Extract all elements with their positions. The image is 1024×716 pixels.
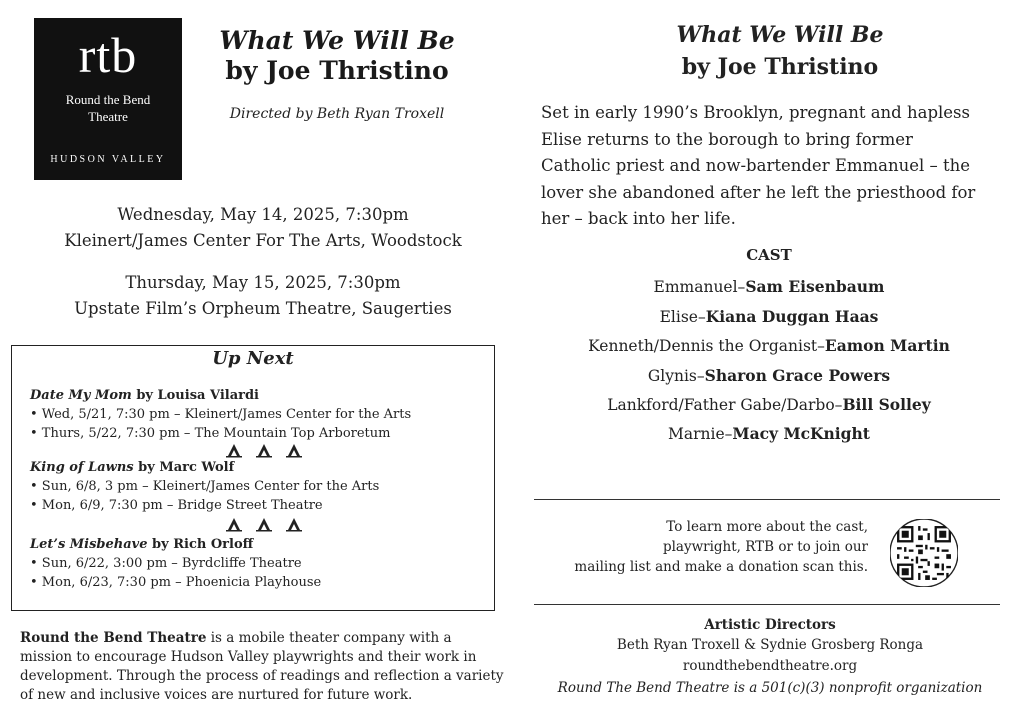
cast-row	[540, 395, 998, 414]
divider-line	[534, 499, 1000, 500]
cast-row	[540, 366, 998, 385]
play-author: by Joe Thristino	[225, 56, 449, 85]
cast-row	[540, 424, 998, 443]
divider-line	[534, 604, 1000, 605]
up-next-box	[11, 345, 495, 611]
cast-role: Marnie–	[668, 425, 733, 443]
rtb-logo	[34, 18, 182, 180]
company-name: Round the Bend Theatre	[20, 630, 207, 646]
ornament-divider-icon	[226, 518, 302, 532]
performance-venue: Kleinert/James Center For The Arts, Woodstock	[64, 231, 462, 250]
performance-2	[20, 270, 506, 322]
show-title: Date My Mom	[30, 388, 132, 403]
cast-role: Kenneth/Dennis the Organist–	[588, 337, 825, 355]
logo-letters: rtb	[78, 27, 138, 83]
artistic-directors-names: Beth Ryan Troxell & Sydnie Grosberg Ronga	[616, 637, 924, 653]
show-title-line	[30, 458, 486, 477]
ornament-divider-icon	[226, 444, 302, 458]
artistic-directors-heading: Artistic Directors	[704, 617, 836, 633]
cast-row	[540, 336, 998, 355]
cast-actor: Sam Eisenbaum	[745, 277, 885, 296]
show-date: • Sun, 6/22, 3:00 pm – Byrdcliffe Theatre	[30, 556, 302, 571]
synopsis: Set in early 1990’s Brooklyn, pregnant and hapless Elise returns to the borough to bring former Catholic priest and now-bartender Emmanuel – the lover she abandoned after he left the priesthood for her – back into her life.	[541, 103, 976, 228]
logo-name-line2: Theatre	[88, 109, 128, 124]
show-author: by Rich Orloff	[147, 537, 254, 552]
about-paragraph	[20, 629, 506, 705]
learn-more-line: mailing list and make a donation scan this.	[574, 559, 868, 575]
cast-role: Emmanuel–	[653, 278, 746, 296]
show-date: • Thurs, 5/22, 7:30 pm – The Mountain Top Arboretum	[30, 426, 391, 441]
performance-1	[20, 202, 506, 254]
play-title-right: What We Will Be	[676, 22, 884, 48]
cast-actor: Kiana Duggan Haas	[705, 307, 879, 326]
cast-actor: Sharon Grace Powers	[704, 366, 891, 385]
show-title-line	[30, 386, 486, 405]
qr-code-icon[interactable]	[890, 519, 958, 587]
logo-name-line1: Round the Bend	[65, 92, 151, 107]
cast-role: Elise–	[659, 308, 706, 326]
performance-date: Thursday, May 15, 2025, 7:30pm	[125, 273, 401, 292]
up-next-heading: Up Next	[212, 348, 294, 369]
cast-role: Glynis–	[647, 367, 705, 385]
cast-heading: CAST	[746, 246, 792, 264]
show-title: King of Lawns	[30, 460, 134, 475]
nonprofit-statement: Round The Bend Theatre is a 501(c)(3) nonprofit organization	[557, 680, 983, 696]
cast-actor: Eamon Martin	[824, 336, 950, 355]
show-author: by Marc Wolf	[133, 460, 235, 475]
performance-date: Wednesday, May 14, 2025, 7:30pm	[117, 205, 409, 224]
cast-row	[540, 307, 998, 326]
learn-more-line: playwright, RTB or to join our	[662, 539, 868, 555]
learn-more-line: To learn more about the cast,	[666, 519, 868, 535]
show-date: • Mon, 6/9, 7:30 pm – Bridge Street Theatre	[30, 498, 323, 513]
about-text: is a mobile theater company with a mission to encourage Hudson Valley playwrights and their work in development. Through the process of readings and reflection a variety of new and inclusive voices are nurtured for future work.	[20, 630, 504, 703]
show-title-line	[30, 535, 486, 554]
show-date: • Mon, 6/23, 7:30 pm – Phoenicia Playhouse	[30, 575, 322, 590]
show-date: • Sun, 6/8, 3 pm – Kleinert/James Center for the Arts	[30, 479, 380, 494]
learn-more-text	[540, 517, 868, 577]
show-date: • Wed, 5/21, 7:30 pm – Kleinert/James Center for the Arts	[30, 407, 412, 422]
performance-venue: Upstate Film’s Orpheum Theatre, Saugerties	[74, 299, 452, 318]
show-title: Let’s Misbehave	[30, 537, 148, 552]
cast-actor: Macy McKnight	[732, 424, 870, 443]
cast-row	[540, 277, 998, 296]
logo-name	[34, 91, 182, 125]
play-title: What We Will Be	[219, 26, 455, 55]
play-author-right: by Joe Thristino	[681, 54, 879, 80]
cast-actor: Bill Solley	[842, 395, 931, 414]
website-link[interactable]: roundthebendtheatre.org	[682, 658, 858, 674]
show-author: by Louisa Vilardi	[131, 388, 259, 403]
cast-role: Lankford/Father Gabe/Darbo–	[607, 396, 843, 414]
logo-region: HUDSON VALLEY	[50, 154, 166, 165]
director-credit: Directed by Beth Ryan Troxell	[229, 106, 445, 122]
